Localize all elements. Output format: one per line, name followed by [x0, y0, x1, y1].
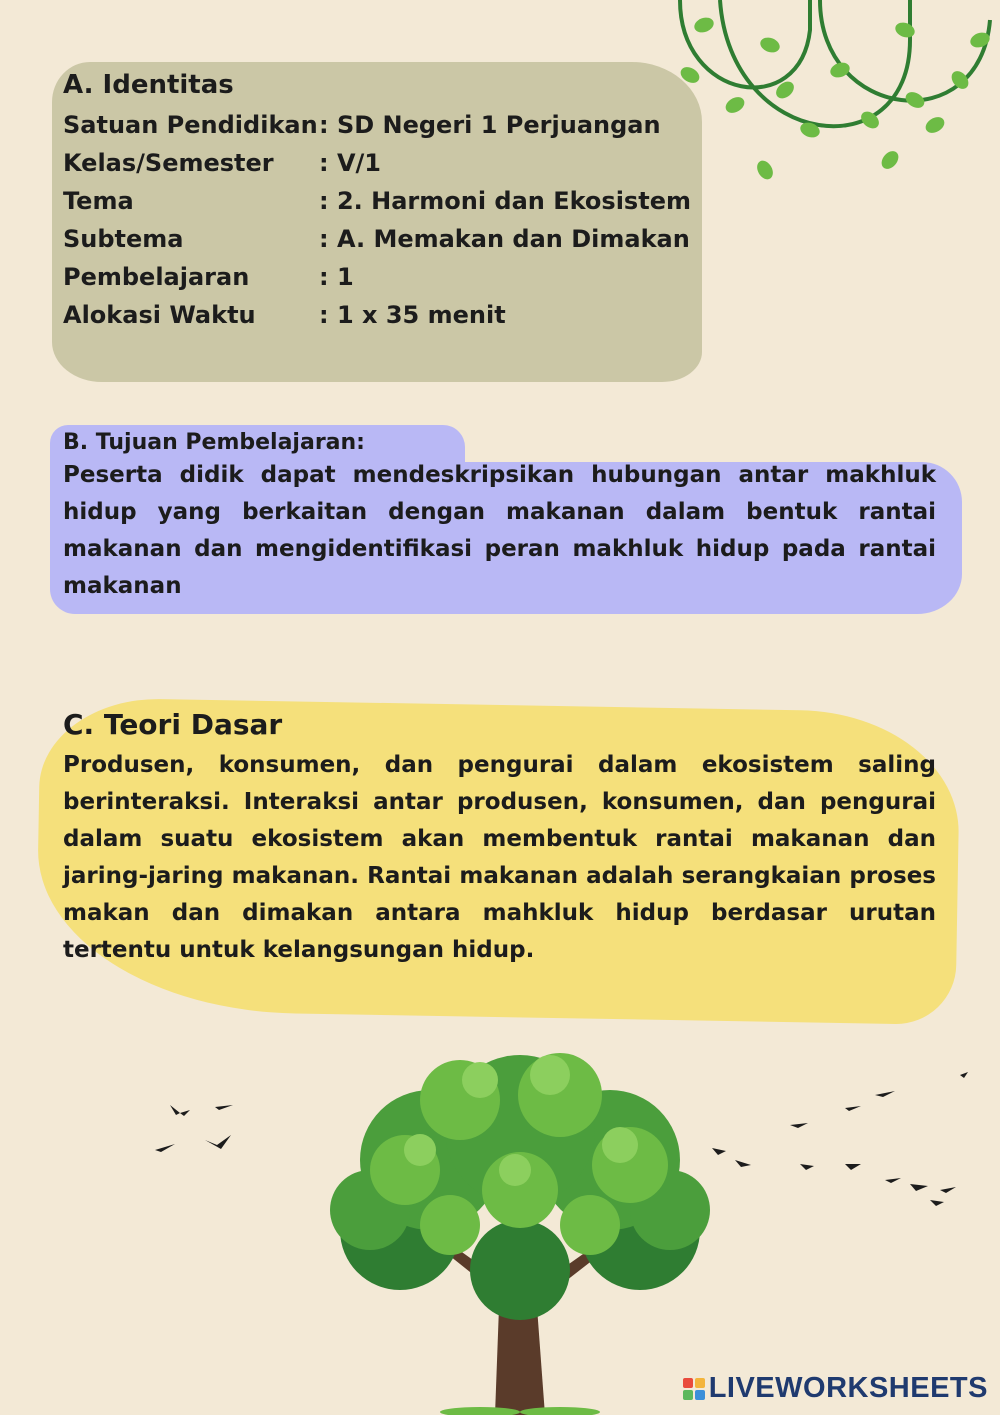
- identitas-key: Alokasi Waktu: [63, 301, 256, 329]
- identitas-row: [63, 182, 703, 220]
- teori-section: [63, 708, 936, 969]
- identitas-key: Pembelajaran: [63, 263, 250, 291]
- identitas-value: : V/1: [319, 149, 381, 177]
- identitas-value: : 1: [319, 263, 354, 291]
- birds-right-icon: [700, 1060, 990, 1220]
- birds-left-icon: [150, 1095, 250, 1165]
- identitas-key: Tema: [63, 187, 134, 215]
- identitas-key: Subtema: [63, 225, 184, 253]
- identitas-row: [63, 220, 703, 258]
- identitas-key: Kelas/Semester: [63, 149, 274, 177]
- identitas-value: : SD Negeri 1 Perjuangan: [319, 111, 661, 139]
- identitas-row: [63, 144, 703, 182]
- teori-heading: C. Teori Dasar: [63, 708, 283, 741]
- identitas-row: [63, 106, 703, 144]
- identitas-key: Satuan Pendidikan: [63, 111, 318, 139]
- teori-text: Produsen, konsumen, dan pengurai dalam ekosistem saling berinteraksi. Interaksi antar produsen, konsumen, dan pengurai dalam suatu ekosistem akan membentuk rantai makanan dan jaring-jaring makanan. Rantai makanan adalah serangkaian proses makan dan dimakan antara mahkluk hidup berdasar urutan tertentu untuk kelangsungan hidup.: [63, 752, 936, 963]
- identitas-row: [63, 296, 703, 334]
- liveworksheets-logo-text: LIVEWORKSHEETS: [708, 1372, 988, 1404]
- liveworksheets-logo[interactable]: [683, 1372, 988, 1405]
- vines-decoration-icon: [660, 0, 1000, 200]
- tujuan-section: [63, 430, 936, 605]
- identitas-heading: A. Identitas: [63, 70, 234, 100]
- tree-illustration-icon: [310, 1040, 730, 1415]
- identitas-value: : A. Memakan dan Dimakan: [319, 225, 690, 253]
- tujuan-heading: B. Tujuan Pembelajaran:: [63, 430, 365, 455]
- tujuan-text: Peserta didik dapat mendeskripsikan hubungan antar makhluk hidup yang berkaitan dengan makanan dalam bentuk rantai makanan dan mengidentifikasi peran makhluk hidup pada rantai makanan: [63, 462, 936, 599]
- liveworksheets-mark-icon: [683, 1378, 705, 1400]
- identitas-value: : 2. Harmoni dan Ekosistem: [319, 187, 691, 215]
- identitas-value: : 1 x 35 menit: [319, 301, 506, 329]
- identitas-row: [63, 258, 703, 296]
- identitas-section: [63, 70, 703, 334]
